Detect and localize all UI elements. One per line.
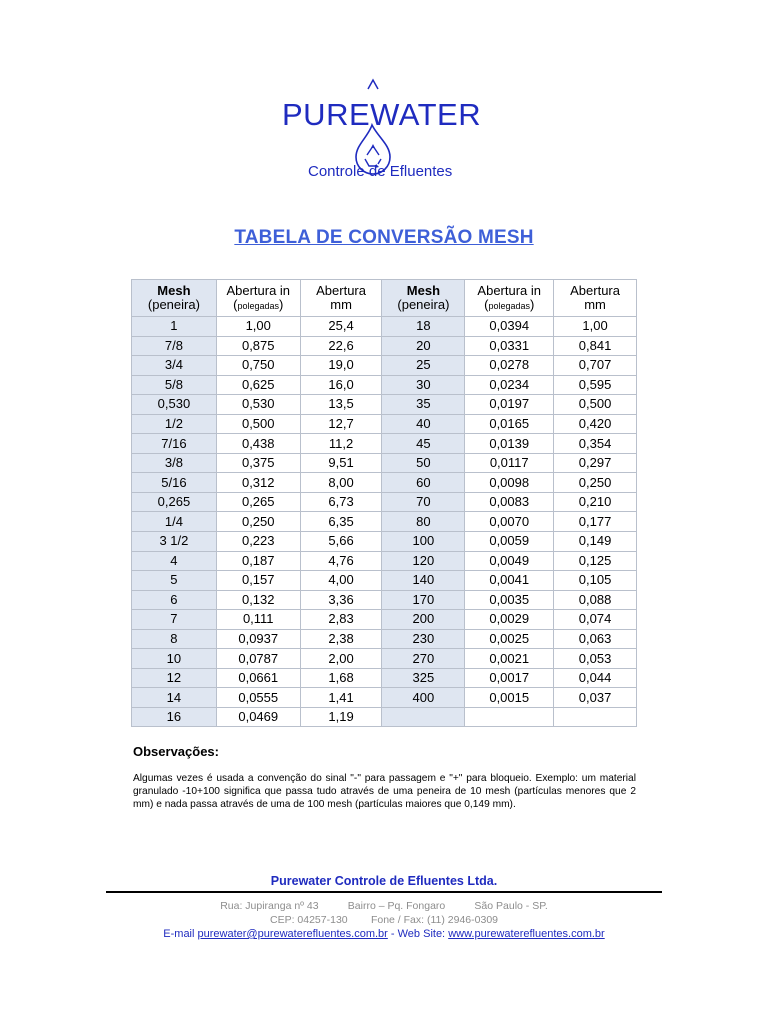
table-cell: 0,420	[554, 414, 637, 434]
table-cell: 5/8	[132, 375, 217, 395]
table-cell: 0,0083	[465, 492, 554, 512]
table-cell: 0,0937	[216, 629, 300, 649]
observations-text: Algumas vezes é usada a convenção do sinal "-" para passagem e "+" para bloqueio. Exemplo: um material granulado -10+100 significa que passa tudo através de uma peneira de 10 mesh (partículas menores que 2 mm) e nada passa através de uma de 100 mesh (partículas maiores que 0,149 mm).	[133, 773, 636, 811]
table-cell: 7	[132, 610, 217, 630]
table-header-cell	[465, 280, 554, 317]
table-cell: 3/4	[132, 356, 217, 376]
mesh-conversion-table	[131, 279, 637, 727]
header-paren-open: (	[484, 296, 489, 312]
footer-address-line2: CEP: 04257-130 Fone / Fax: (11) 2946-0309	[269, 914, 499, 926]
table-cell: 1/4	[132, 512, 217, 532]
header-line1: Abertura	[570, 283, 620, 298]
table-row	[132, 453, 637, 473]
header-line1: Abertura in	[226, 282, 291, 298]
table-row	[132, 551, 637, 571]
table-cell: 0,0049	[465, 551, 554, 571]
table-cell: 0,0661	[216, 668, 300, 688]
table-cell: 0,312	[216, 473, 300, 493]
table-cell: 5,66	[300, 532, 382, 552]
table-cell: 0,500	[216, 414, 300, 434]
table-cell: 1,00	[216, 317, 300, 337]
table-cell: 0,0025	[465, 629, 554, 649]
purewater-logo	[270, 75, 500, 190]
table-cell: 0,0059	[465, 532, 554, 552]
table-cell: 200	[382, 610, 465, 630]
table-cell: 18	[382, 317, 465, 337]
table-cell: 1	[132, 317, 217, 337]
table-row	[132, 492, 637, 512]
table-cell: 0,625	[216, 375, 300, 395]
table-row	[132, 668, 637, 688]
footer-company-name: Purewater Controle de Efluentes Ltda.	[270, 874, 498, 888]
table-cell: 4	[132, 551, 217, 571]
table-cell: 6,73	[300, 492, 382, 512]
email-label: E-mail	[163, 928, 195, 940]
table-row	[132, 532, 637, 552]
table-cell: 0,0555	[216, 688, 300, 708]
table-cell: 50	[382, 453, 465, 473]
table-cell: 0,088	[554, 590, 637, 610]
table-cell: 5/16	[132, 473, 217, 493]
table-cell: 10	[132, 649, 217, 669]
table-cell: 1,00	[554, 317, 637, 337]
table-cell: 6,35	[300, 512, 382, 532]
table-cell: 0,0021	[465, 649, 554, 669]
table-cell: 0,354	[554, 434, 637, 454]
table-cell: 0,044	[554, 668, 637, 688]
table-cell: 0,0234	[465, 375, 554, 395]
table-cell: 0,111	[216, 610, 300, 630]
footer-contact	[0, 928, 768, 940]
table-row	[132, 434, 637, 454]
table-cell: 120	[382, 551, 465, 571]
table-cell: 5	[132, 571, 217, 591]
table-cell: 9,51	[300, 453, 382, 473]
table-row	[132, 629, 637, 649]
table-cell: 0,265	[216, 492, 300, 512]
table-cell: 7/8	[132, 336, 217, 356]
table-cell: 0,0787	[216, 649, 300, 669]
table-cell: 2,83	[300, 610, 382, 630]
table-cell: 0,074	[554, 610, 637, 630]
table-cell: 0,037	[554, 688, 637, 708]
table-cell: 0,177	[554, 512, 637, 532]
table-cell: 14	[132, 688, 217, 708]
table-row	[132, 336, 637, 356]
table-cell: 12	[132, 668, 217, 688]
table-cell	[554, 707, 637, 727]
table-cell: 0,223	[216, 532, 300, 552]
table-cell: 0,157	[216, 571, 300, 591]
table-cell: 0,438	[216, 434, 300, 454]
table-cell: 0,053	[554, 649, 637, 669]
table-cell: 400	[382, 688, 465, 708]
table-cell: 0,132	[216, 590, 300, 610]
header-line1: Abertura in	[477, 282, 542, 298]
table-cell: 100	[382, 532, 465, 552]
table-row	[132, 356, 637, 376]
header-paren-close: )	[530, 296, 535, 312]
website-label: - Web Site:	[390, 928, 446, 940]
header-line2: (peneira)	[397, 297, 450, 312]
table-cell: 0,0098	[465, 473, 554, 493]
header-line2: mm	[584, 297, 606, 312]
table-cell: 1,68	[300, 668, 382, 688]
observations-title: Observações:	[133, 744, 219, 759]
header-line1: Mesh	[157, 283, 191, 298]
table-cell: 0,105	[554, 571, 637, 591]
table-cell: 3 1/2	[132, 532, 217, 552]
table-row	[132, 512, 637, 532]
table-cell	[465, 707, 554, 727]
table-cell	[382, 707, 465, 727]
table-cell: 16	[132, 707, 217, 727]
table-cell: 0,187	[216, 551, 300, 571]
table-cell: 4,76	[300, 551, 382, 571]
table-cell: 70	[382, 492, 465, 512]
table-cell: 0,0035	[465, 590, 554, 610]
header-line2: (peneira)	[147, 297, 200, 312]
table-cell: 0,0165	[465, 414, 554, 434]
table-cell: 0,0394	[465, 317, 554, 337]
table-cell: 0,0331	[465, 336, 554, 356]
header-paren-open: (	[233, 296, 238, 312]
table-cell: 1,19	[300, 707, 382, 727]
table-cell: 45	[382, 434, 465, 454]
table-cell: 30	[382, 375, 465, 395]
table-cell: 3/8	[132, 453, 217, 473]
table-row	[132, 590, 637, 610]
table-header-cell	[300, 280, 382, 317]
logo-brand-text: PUREWATER	[282, 97, 482, 132]
table-header-cell	[554, 280, 637, 317]
table-cell: 0,530	[216, 395, 300, 415]
table-cell: 25	[382, 356, 465, 376]
header-line2: mm	[330, 297, 352, 312]
table-cell: 0,750	[216, 356, 300, 376]
table-cell: 0,375	[216, 453, 300, 473]
table-cell: 0,0197	[465, 395, 554, 415]
table-cell: 0,250	[216, 512, 300, 532]
table-cell: 40	[382, 414, 465, 434]
table-row	[132, 688, 637, 708]
table-cell: 1,41	[300, 688, 382, 708]
table-cell: 0,841	[554, 336, 637, 356]
table-cell: 230	[382, 629, 465, 649]
table-cell: 0,125	[554, 551, 637, 571]
table-header-cell	[216, 280, 300, 317]
table-cell: 0,297	[554, 453, 637, 473]
footer-address-line1: Rua: Jupiranga nº 43 Bairro – Pq. Fongaro São Paulo - SP.	[220, 900, 548, 912]
logo-tagline: Controle de Efluentes	[308, 163, 453, 180]
table-cell: 0,063	[554, 629, 637, 649]
table-cell: 20	[382, 336, 465, 356]
table-header-cell	[382, 280, 465, 317]
table-cell: 0,0469	[216, 707, 300, 727]
table-cell: 2,00	[300, 649, 382, 669]
table-cell: 16,0	[300, 375, 382, 395]
table-row	[132, 395, 637, 415]
table-cell: 60	[382, 473, 465, 493]
table-cell: 22,6	[300, 336, 382, 356]
table-row	[132, 414, 637, 434]
table-cell: 25,4	[300, 317, 382, 337]
table-cell: 7/16	[132, 434, 217, 454]
table-cell: 270	[382, 649, 465, 669]
footer-divider	[106, 891, 662, 893]
table-header-row	[132, 280, 637, 317]
table-cell: 0,500	[554, 395, 637, 415]
table-cell: 8,00	[300, 473, 382, 493]
website-link[interactable]: www.purewaterefluentes.com.br	[448, 928, 605, 940]
table-cell: 0,0070	[465, 512, 554, 532]
table-row	[132, 473, 637, 493]
table-cell: 0,250	[554, 473, 637, 493]
table-cell: 0,0017	[465, 668, 554, 688]
table-row	[132, 610, 637, 630]
table-cell: 0,875	[216, 336, 300, 356]
table-row	[132, 707, 637, 727]
table-cell: 0,149	[554, 532, 637, 552]
table-cell: 0,210	[554, 492, 637, 512]
table-row	[132, 571, 637, 591]
table-cell: 2,38	[300, 629, 382, 649]
table-cell: 0,0278	[465, 356, 554, 376]
table-cell: 0,707	[554, 356, 637, 376]
table-cell: 1/2	[132, 414, 217, 434]
table-cell: 35	[382, 395, 465, 415]
table-cell: 0,0117	[465, 453, 554, 473]
table-cell: 0,0029	[465, 610, 554, 630]
table-cell: 325	[382, 668, 465, 688]
table-cell: 13,5	[300, 395, 382, 415]
header-line1: Mesh	[406, 283, 441, 298]
table-cell: 0,0139	[465, 434, 554, 454]
table-cell: 4,00	[300, 571, 382, 591]
document-title: TABELA DE CONVERSÃO MESH	[234, 227, 534, 248]
table-cell: 11,2	[300, 434, 382, 454]
header-line1: Abertura	[316, 283, 366, 298]
table-row	[132, 317, 637, 337]
table-cell: 19,0	[300, 356, 382, 376]
table-cell: 6	[132, 590, 217, 610]
header-unit: polegadas	[237, 300, 280, 311]
table-cell: 0,595	[554, 375, 637, 395]
table-cell: 12,7	[300, 414, 382, 434]
table-row	[132, 375, 637, 395]
table-cell: 3,36	[300, 590, 382, 610]
table-cell: 140	[382, 571, 465, 591]
table-cell: 80	[382, 512, 465, 532]
table-cell: 0,265	[132, 492, 217, 512]
email-link[interactable]: purewater@purewaterefluentes.com.br	[197, 928, 388, 940]
table-cell: 170	[382, 590, 465, 610]
table-row	[132, 649, 637, 669]
table-cell: 0,0015	[465, 688, 554, 708]
header-unit: polegadas	[488, 300, 530, 311]
table-cell: 8	[132, 629, 217, 649]
header-paren-close: )	[279, 296, 284, 312]
table-cell: 0,530	[132, 395, 217, 415]
table-cell: 0,0041	[465, 571, 554, 591]
table-header-cell	[132, 280, 217, 317]
